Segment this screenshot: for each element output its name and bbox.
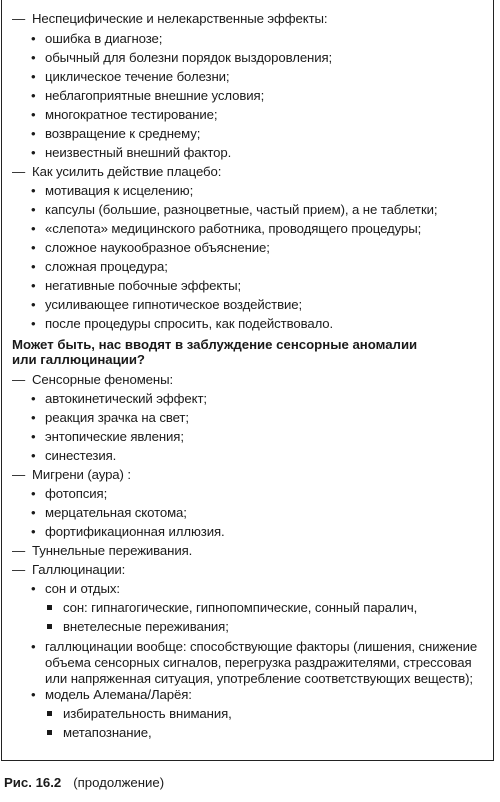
- bullet-marker: •: [31, 316, 36, 331]
- item-text: сон и отдых:: [45, 581, 120, 596]
- item-text: энтопические явления;: [45, 429, 184, 444]
- section-heading-line-2: или галлюцинации?: [12, 352, 145, 367]
- item-text: фотопсия;: [45, 486, 108, 501]
- bullet-marker: •: [31, 259, 36, 274]
- figure-caption-note: (продолжение): [73, 775, 165, 790]
- item-text: циклическое течение болезни;: [45, 69, 230, 84]
- bullet-marker: •: [31, 145, 36, 160]
- square-bullet-icon: [47, 711, 52, 716]
- bullet-marker: •: [31, 202, 36, 217]
- item-text: Галлюцинации:: [32, 562, 126, 577]
- bullet-marker: •: [31, 486, 36, 501]
- item-text: капсулы (большие, разноцветные, частый прием), а не таблетки;: [45, 202, 438, 217]
- item-text: модель Алемана/Ларёя:: [45, 687, 192, 702]
- bullet-marker: •: [31, 107, 36, 122]
- bullet-marker: •: [31, 50, 36, 65]
- bullet-marker: •: [31, 183, 36, 198]
- dash-marker: —: [12, 467, 26, 482]
- figure-caption: [4, 774, 164, 791]
- item-text: мотивация к исцелению;: [45, 183, 194, 198]
- bullet-marker: •: [31, 88, 36, 103]
- item-text: фортификационная иллюзия.: [45, 524, 225, 539]
- bullet-marker: •: [31, 126, 36, 141]
- bullet-marker: •: [31, 639, 36, 654]
- bullet-marker: •: [31, 221, 36, 236]
- item-text: сон: гипнагогические, гипнопомпические, сонный паралич,: [63, 600, 418, 615]
- item-text: Туннельные переживания.: [32, 543, 193, 558]
- bullet-marker: •: [31, 687, 36, 702]
- bullet-marker: •: [31, 297, 36, 312]
- figure-number: Рис. 16.2: [4, 775, 62, 790]
- dash-marker: —: [12, 372, 26, 387]
- dash-marker: —: [12, 164, 26, 179]
- item-text: негативные побочные эффекты;: [45, 278, 242, 293]
- bullet-marker: •: [31, 505, 36, 520]
- item-text: Неспецифические и нелекарственные эффекты:: [32, 11, 328, 26]
- item-text: многократное тестирование;: [45, 107, 218, 122]
- item-text: объема сенсорных сигналов, перегрузка раздражителями, стрессовая: [45, 655, 472, 670]
- item-text: избирательность внимания,: [63, 706, 232, 721]
- item-text: сложное наукообразное объяснение;: [45, 240, 270, 255]
- item-text: Как усилить действие плацебо:: [32, 164, 222, 179]
- bullet-marker: •: [31, 410, 36, 425]
- item-text: мерцательная скотома;: [45, 505, 187, 520]
- item-text: галлюцинации вообще: способствующие факторы (лишения, снижение: [45, 639, 478, 654]
- item-text: метапознание,: [63, 725, 152, 740]
- item-text: неблагоприятные внешние условия;: [45, 88, 265, 103]
- square-bullet-icon: [47, 730, 52, 735]
- bullet-marker: •: [31, 240, 36, 255]
- item-text: после процедуры спросить, как подействовало.: [45, 316, 334, 331]
- section-heading-line-1: Может быть, нас вводят в заблуждение сенсорные аномалии: [12, 337, 418, 352]
- bullet-marker: •: [31, 278, 36, 293]
- square-bullet-icon: [47, 605, 52, 610]
- item-text: сложная процедура;: [45, 259, 168, 274]
- dash-marker: —: [12, 562, 26, 577]
- item-text: Сенсорные феномены:: [32, 372, 174, 387]
- item-text: обычный для болезни порядок выздоровления;: [45, 50, 333, 65]
- square-bullet-icon: [47, 624, 52, 629]
- item-text: или напряженная ситуация, употребление соответствующих веществ);: [45, 671, 473, 686]
- item-text: усиливающее гипнотическое воздействие;: [45, 297, 303, 312]
- dash-marker: —: [12, 11, 26, 26]
- item-text: автокинетический эффект;: [45, 391, 207, 406]
- bullet-marker: •: [31, 391, 36, 406]
- item-text: неизвестный внешний фактор.: [45, 145, 232, 160]
- item-text: синестезия.: [45, 448, 117, 463]
- item-text: возвращение к среднему;: [45, 126, 201, 141]
- bullet-marker: •: [31, 31, 36, 46]
- bullet-marker: •: [31, 69, 36, 84]
- item-text: Мигрени (аура) :: [32, 467, 131, 482]
- bullet-marker: •: [31, 448, 36, 463]
- item-text: реакция зрачка на свет;: [45, 410, 189, 425]
- bullet-marker: •: [31, 581, 36, 596]
- item-text: ошибка в диагнозе;: [45, 31, 163, 46]
- item-text: внетелесные переживания;: [63, 619, 229, 634]
- bullet-marker: •: [31, 429, 36, 444]
- dash-marker: —: [12, 543, 26, 558]
- bullet-marker: •: [31, 524, 36, 539]
- item-text: «слепота» медицинского работника, проводящего процедуры;: [45, 221, 422, 236]
